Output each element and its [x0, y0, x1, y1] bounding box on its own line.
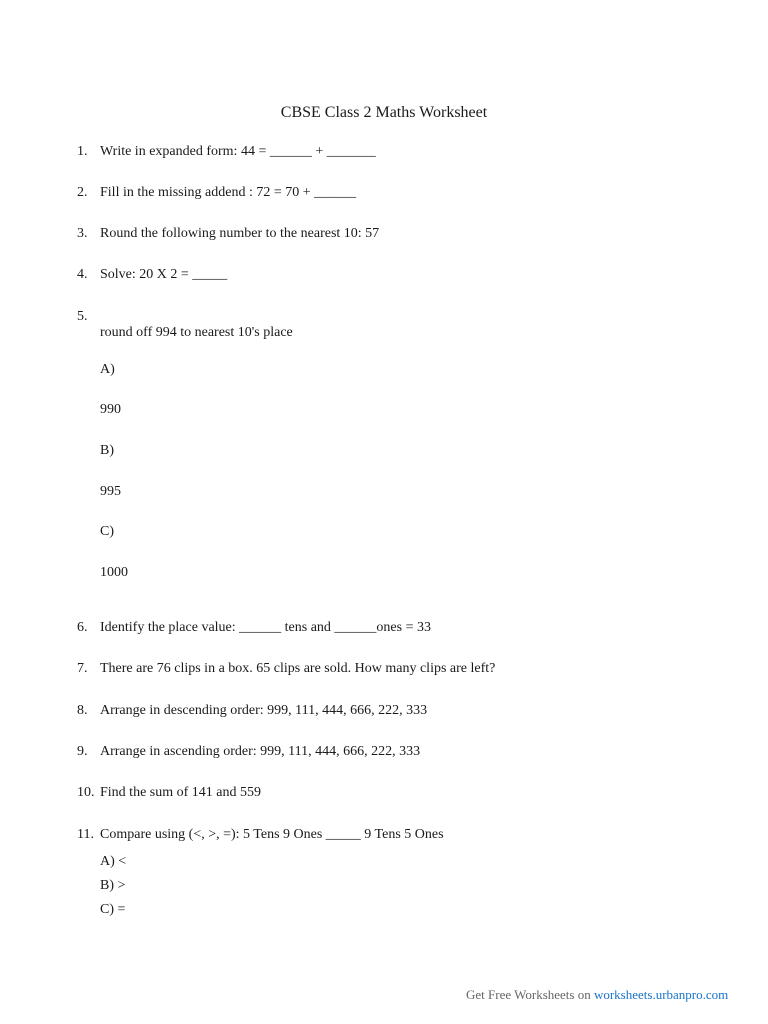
question-number: 6. [77, 620, 88, 635]
question-number: 10. [77, 785, 95, 800]
option-item: B) > [100, 878, 126, 893]
footer-link[interactable]: worksheets.urbanpro.com [593, 987, 729, 1002]
option-item: A) < [100, 854, 127, 869]
option-label: A) [100, 362, 115, 377]
question-text: Find the sum of 141 and 559 [100, 785, 261, 800]
question-number: 7. [77, 661, 88, 676]
question-number: 4. [77, 267, 88, 282]
question-number: 5. [77, 309, 88, 324]
question-number: 1. [77, 144, 88, 159]
question-number: 8. [77, 703, 88, 718]
footer-text: Get Free Worksheets on [466, 987, 594, 1002]
question-text: There are 76 clips in a box. 65 clips are sold. How many clips are left? [100, 661, 496, 676]
question-number: 3. [77, 226, 88, 241]
question-text: Solve: 20 X 2 = _____ [100, 267, 228, 282]
option-label: C) [100, 524, 114, 539]
question-text: Identify the place value: ______ tens and ______ones = 33 [100, 620, 431, 635]
question-text: Round the following number to the nearest 10: 57 [100, 226, 380, 241]
question-text: round off 994 to nearest 10's place [100, 325, 293, 340]
option-label: B) [100, 443, 114, 458]
question-text: Arrange in descending order: 999, 111, 444, 666, 222, 333 [100, 703, 428, 718]
question-text: Arrange in ascending order: 999, 111, 444, 666, 222, 333 [100, 744, 421, 759]
question-number: 11. [77, 827, 94, 842]
option-item: C) = [100, 902, 126, 917]
page-title: CBSE Class 2 Maths Worksheet [280, 104, 488, 121]
footer [466, 986, 728, 1004]
option-value: 995 [100, 484, 121, 499]
option-value: 990 [100, 402, 121, 417]
question-number: 9. [77, 744, 88, 759]
question-text: Fill in the missing addend : 72 = 70 + ______ [100, 185, 357, 200]
question-number: 2. [77, 185, 88, 200]
option-value: 1000 [100, 565, 128, 580]
question-text: Compare using (<, >, =): 5 Tens 9 Ones _____ 9 Tens 5 Ones [100, 827, 444, 842]
question-text: Write in expanded form: 44 = ______ + _______ [100, 144, 376, 159]
